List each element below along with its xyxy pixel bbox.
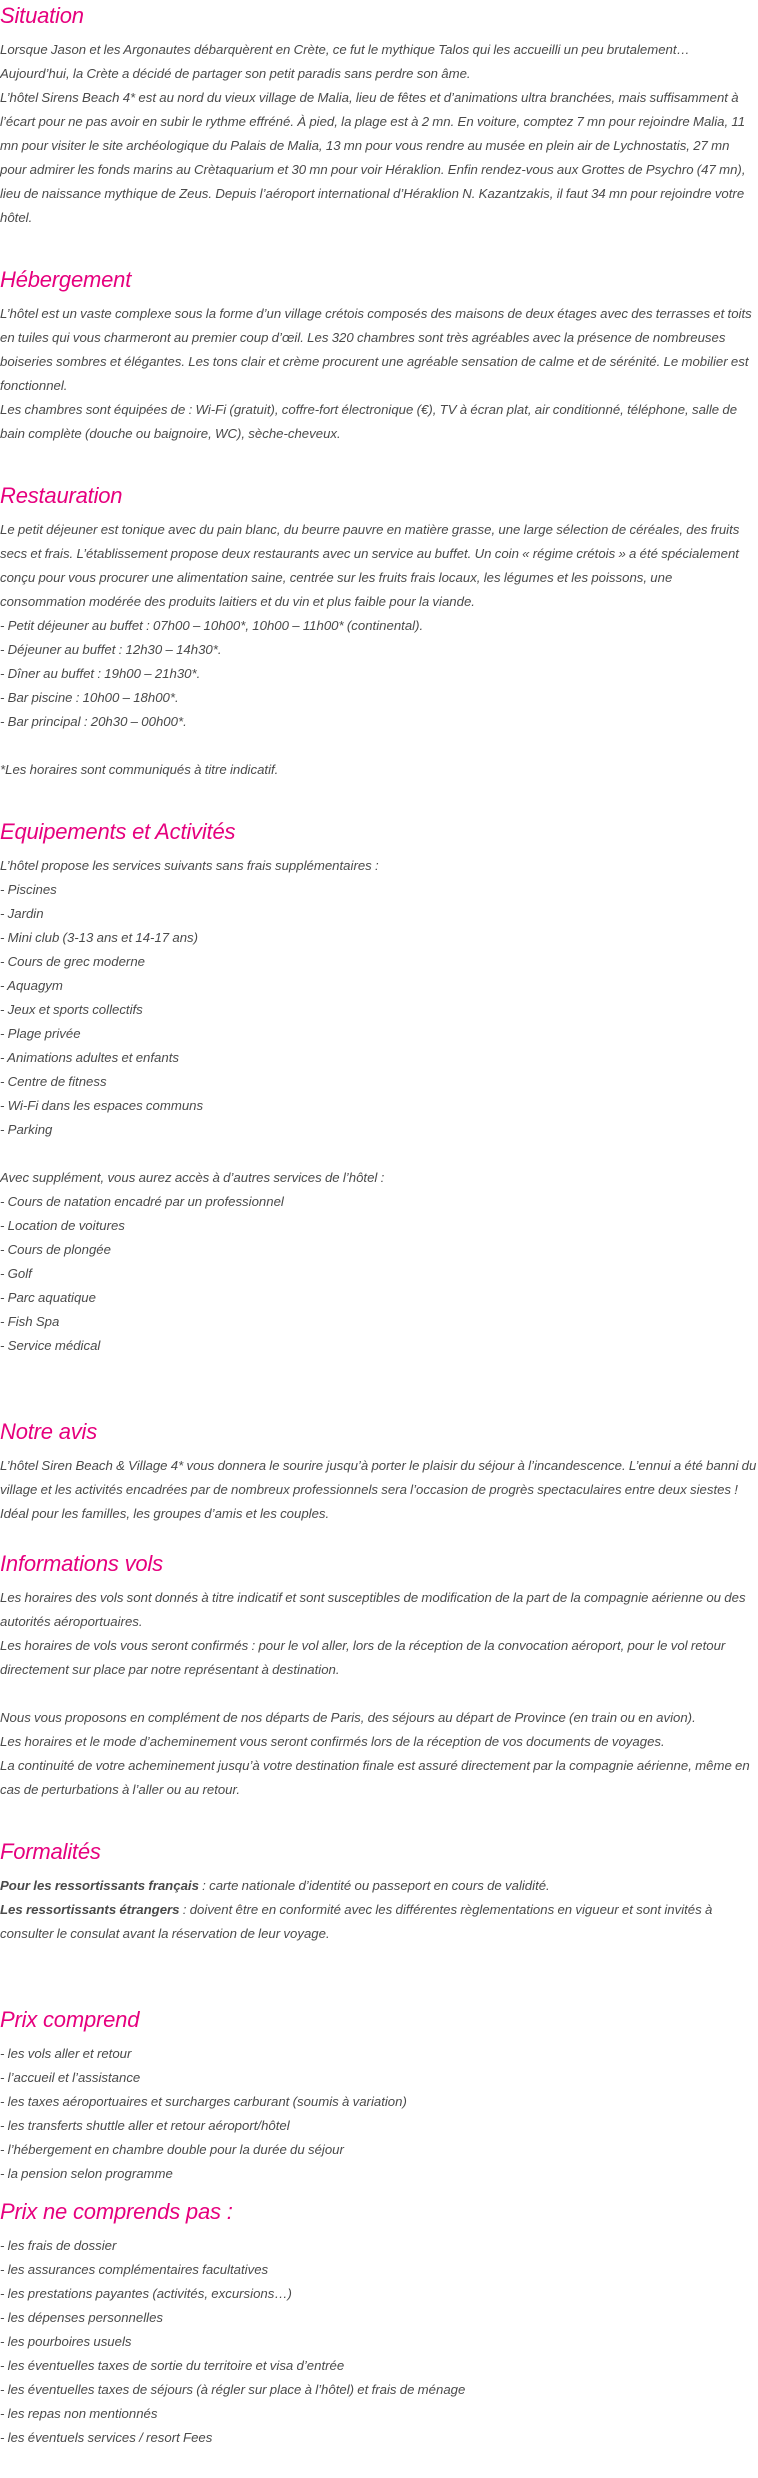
list-item: - la pension selon programme: [0, 2166, 173, 2181]
list-intro: L’hôtel propose les services suivants sans frais supplémentaires :: [0, 858, 379, 873]
list-item: - les prestations payantes (activités, excursions…): [0, 2286, 292, 2301]
list-item: - les vols aller et retour: [0, 2046, 132, 2061]
list-item: - les pourboires usuels: [0, 2334, 132, 2349]
list-item: - Animations adultes et enfants: [0, 1050, 179, 1065]
list-item: - les taxes aéroportuaires et surcharges carburant (soumis à variation): [0, 2094, 407, 2109]
paragraph: [0, 1874, 758, 1898]
section-avis: [0, 1358, 758, 1526]
section-formalites: [0, 1802, 758, 1946]
paragraph: [0, 1898, 758, 1946]
list-item: - Cours de plongée: [0, 1242, 111, 1257]
paragraph: L’hôtel est un vaste complexe sous la forme d’un village crétois composés des maisons de deux étages avec des terrasses et toits en tuiles qui vous charmeront au premier coup d’œil. Les 320 chambres sont très agréables avec la présence de nombreuses boiseries sombres et élégantes. Les tons clair et crème procurent une agréable sensation de calme et de sérénité. Le mobilier est fonctionnel.: [0, 306, 752, 393]
list-item: - Fish Spa: [0, 1314, 60, 1329]
list-item: - l’hébergement en chambre double pour la durée du séjour: [0, 2142, 344, 2157]
spacer: [0, 1142, 758, 1166]
list-item: - Dîner au buffet : 19h00 – 21h30*.: [0, 666, 201, 681]
list-item: - Jardin: [0, 906, 44, 921]
section-hebergement: [0, 230, 758, 446]
spacer: [0, 734, 758, 758]
list-item: - Parc aquatique: [0, 1290, 96, 1305]
paragraph: Nous vous proposons en complément de nos départs de Paris, des séjours au départ de Province (en train ou en avion).: [0, 1710, 696, 1725]
list-item: - Service médical: [0, 1338, 101, 1353]
paragraph: L’hôtel Sirens Beach 4* est au nord du vieux village de Malia, lieu de fêtes et d’animations ultra branchées, mais suffisamment à l’écart pour ne pas avoir en subir le rythme effréné. À pied, la plage est à 2 mn. En voiture, comptez 7 mn pour rejoindre Malia, 11 mn pour visiter le site archéologique du Palais de Malia, 13 mn pour vous rendre au musée en plein air de Lychnostatis, 27 mn pour admirer les fonds marins au Crètaquarium et 30 mn pour voir Héraklion. Enfin rendez-vous aux Grottes de Psychro (47 mn), lieu de naissance mythique de Zeus. Depuis l’aéroport international d’Héraklion N. Kazantzakis, il faut 34 mn pour rejoindre votre hôtel.: [0, 90, 746, 225]
section-title: Situation: [0, 3, 84, 28]
list-item: - les repas non mentionnés: [0, 2406, 158, 2421]
section-title: Restauration: [0, 483, 123, 508]
list-item: - Piscines: [0, 882, 57, 897]
list-item: - Parking: [0, 1122, 53, 1137]
section-title: Formalités: [0, 1839, 101, 1864]
text-ressortissants-francais: : carte nationale d’identité ou passeport en cours de validité.: [198, 1878, 550, 1893]
list-item: - Centre de fitness: [0, 1074, 107, 1089]
section-equipements: [0, 782, 758, 1358]
paragraph: Les horaires et le mode d’acheminement vous seront confirmés lors de la réception de vos documents de voyages.: [0, 1734, 665, 1749]
list-intro: Avec supplément, vous aurez accès à d’autres services de l’hôtel :: [0, 1170, 385, 1185]
list-item: - les assurances complémentaires facultatives: [0, 2262, 269, 2277]
paragraph: Les horaires des vols sont donnés à titre indicatif et sont susceptibles de modification de la part de la compagnie aérienne ou des autorités aéroportuaires.: [0, 1590, 746, 1629]
paragraph: L’hôtel Siren Beach & Village 4* vous donnera le sourire jusqu’à porter le plaisir du séjour à l’incandescence. L’ennui a été banni du village et les activités encadrées par de nombreux professionnels sera l’occasion de progrès spectaculaires entre deux siestes ! Idéal pour les familles, les groupes d’amis et les couples.: [0, 1458, 757, 1521]
list-item: - les éventuelles taxes de séjours (à régler sur place à l’hôtel) et frais de ménage: [0, 2382, 466, 2397]
footnote: *Les horaires sont communiqués à titre indicatif.: [0, 762, 279, 777]
list-item: - Déjeuner au buffet : 12h30 – 14h30*.: [0, 642, 222, 657]
list-item: - l’accueil et l’assistance: [0, 2070, 141, 2085]
spacer: [0, 1682, 758, 1706]
label-ressortissants-francais: Pour les ressortissants français: [0, 1878, 199, 1893]
paragraph: Les horaires de vols vous seront confirmés : pour le vol aller, lors de la réception de la convocation aéroport, pour le vol retour directement sur place par notre représentant à destination.: [0, 1638, 726, 1677]
list-item: - Petit déjeuner au buffet : 07h00 – 10h00*, 10h00 – 11h00* (continental).: [0, 618, 424, 633]
paragraph: Les chambres sont équipées de : Wi-Fi (gratuit), coffre-fort électronique (€), TV à écran plat, air conditionné, téléphone, salle de bain complète (douche ou baignoire, WC), sèche-cheveux.: [0, 402, 738, 441]
list-item: - les transferts shuttle aller et retour aéroport/hôtel: [0, 2118, 290, 2133]
list-item: - Location de voitures: [0, 1218, 125, 1233]
list-item: - Plage privée: [0, 1026, 81, 1041]
section-title: Prix ne comprends pas :: [0, 2199, 233, 2224]
list-item: - Aquagym: [0, 978, 63, 993]
list-item: - les frais de dossier: [0, 2238, 117, 2253]
section-restauration: [0, 446, 758, 782]
section-prix-comprend: [0, 1946, 758, 2186]
list-item: - les éventuels services / resort Fees: [0, 2430, 213, 2445]
list-item: - Cours de grec moderne: [0, 954, 145, 969]
list-item: - Bar piscine : 10h00 – 18h00*.: [0, 690, 179, 705]
section-title: Prix comprend: [0, 2007, 140, 2032]
text-ressortissants-etrangers: : doivent être en conformité avec les différentes règlementations en vigueur et sont invités à consulter le consulat avant la réservation de leur voyage.: [0, 1902, 713, 1941]
section-situation: [0, 0, 758, 230]
list-item: - les éventuelles taxes de sortie du territoire et visa d’entrée: [0, 2358, 345, 2373]
label-ressortissants-etrangers: Les ressortissants étrangers: [0, 1902, 180, 1917]
section-vols: [0, 1526, 758, 1802]
paragraph: La continuité de votre acheminement jusqu’à votre destination finale est assuré directement par la compagnie aérienne, même en cas de perturbations à l’aller ou au retour.: [0, 1758, 750, 1797]
section-prix-ne-comprend: [0, 2186, 758, 2450]
section-title: Equipements et Activités: [0, 819, 236, 844]
section-title: Hébergement: [0, 267, 132, 292]
list-item: - Golf: [0, 1266, 32, 1281]
list-item: - Bar principal : 20h30 – 00h00*.: [0, 714, 187, 729]
paragraph: Lorsque Jason et les Argonautes débarquèrent en Crète, ce fut le mythique Talos qui les accueilli un peu brutalement… Aujourd’hui, la Crète a décidé de partager son petit paradis sans perdre son âme.: [0, 42, 690, 81]
list-item: - Jeux et sports collectifs: [0, 1002, 143, 1017]
list-item: - Cours de natation encadré par un professionnel: [0, 1194, 284, 1209]
paragraph: Le petit déjeuner est tonique avec du pain blanc, du beurre pauvre en matière grasse, une large sélection de céréales, des fruits secs et frais. L’établissement propose deux restaurants avec un service au buffet. Un coin « régime crétois » a été spécialement conçu pour vous procurer une alimentation saine, centrée sur les fruits frais locaux, les légumes et les poissons, une consommation modérée des produits laitiers et du vin et plus faible pour la viande.: [0, 522, 740, 609]
section-title: Notre avis: [0, 1419, 98, 1444]
list-item: - les dépenses personnelles: [0, 2310, 164, 2325]
list-item: - Wi-Fi dans les espaces communs: [0, 1098, 204, 1113]
section-title: Informations vols: [0, 1551, 163, 1576]
list-item: - Mini club (3-13 ans et 14-17 ans): [0, 930, 199, 945]
